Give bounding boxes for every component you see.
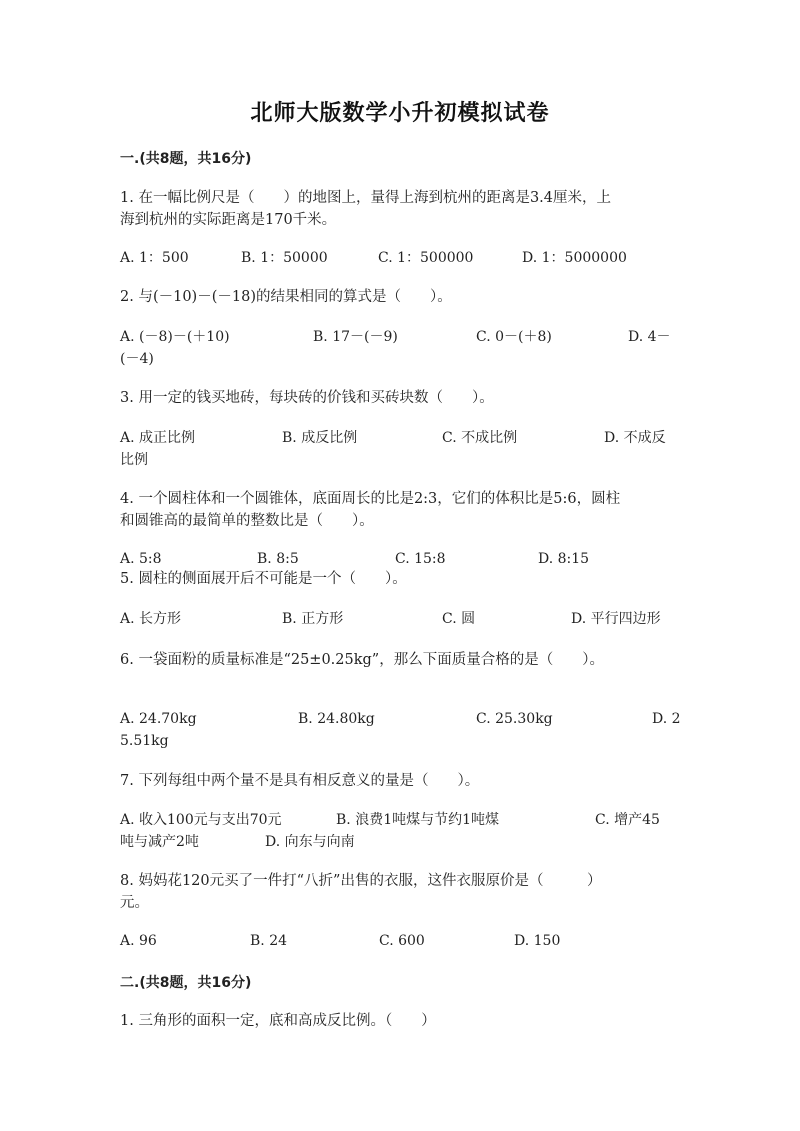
option-c[interactable]: C. 增产45 [595, 812, 660, 828]
question-8-options [120, 930, 680, 952]
question-5 [120, 568, 680, 590]
question-7-options [120, 809, 680, 831]
option-a[interactable]: A. 1：500 [120, 250, 189, 266]
page-title: 北师大版数学小升初模拟试卷 [250, 101, 550, 126]
question-3-line-1: 3. 用一定的钱买地砖，每块砖的价钱和买砖块数（ ）。 [120, 390, 494, 406]
question-7 [120, 770, 680, 792]
question-3 [120, 387, 680, 409]
option-c[interactable]: C. 15:8 [395, 551, 446, 567]
question-1-line-1: 1. 在一幅比例尺是（ ）的地图上，量得上海到杭州的距离是3.4厘米，上 [120, 190, 612, 206]
option-a[interactable]: A. 96 [120, 933, 157, 949]
question-1-options [120, 247, 680, 269]
option-c[interactable]: C. 不成比例 [442, 430, 518, 446]
option-b[interactable]: B. 成反比例 [282, 430, 358, 446]
option-a[interactable]: A. 长方形 [120, 611, 182, 627]
option-d[interactable]: D. 2 [652, 711, 681, 727]
question-6-option-d-continued: 5.51kg [120, 733, 169, 749]
option-a[interactable]: A. 24.70kg [120, 711, 197, 727]
question-3-options [120, 427, 680, 449]
option-c[interactable]: C. 0－(＋8) [476, 329, 552, 345]
question-8-line-1: 8. 妈妈花120元买了一件打“八折”出售的衣服，这件衣服原价是（ ） [120, 873, 602, 889]
question-2-options [120, 326, 680, 348]
question-5-line-1: 5. 圆柱的侧面展开后不可能是一个（ ）。 [120, 571, 407, 587]
question-4-options [120, 548, 680, 570]
option-d[interactable]: D. 8:15 [538, 551, 590, 567]
option-b[interactable]: B. 浪费1吨煤与节约1吨煤 [336, 812, 500, 828]
question-2-line-1: 2. 与(－10)－(－18)的结果相同的算式是（ ）。 [120, 289, 452, 305]
question-2-option-d-continued: (－4) [120, 351, 154, 367]
question-4-line-1: 4. 一个圆柱体和一个圆锥体，底面周长的比是2:3，它们的体积比是5:6，圆柱 [120, 491, 621, 507]
option-c-continued: 吨与减产2吨 [120, 834, 199, 850]
question-7-line-1: 7. 下列每组中两个量不是具有相反意义的量是（ ）。 [120, 773, 480, 789]
section-heading-2: 二.(共8题，共16分) [120, 975, 252, 991]
option-b[interactable]: B. 正方形 [282, 611, 344, 627]
option-b[interactable]: B. 1：50000 [241, 250, 328, 266]
option-d[interactable]: D. 150 [514, 933, 561, 949]
question-5-options [120, 608, 680, 630]
question-3-option-d-continued: 比例 [120, 452, 148, 468]
option-a[interactable]: A. 收入100元与支出70元 [120, 812, 282, 828]
question-4 [120, 488, 680, 532]
section-2-question-1 [120, 1010, 680, 1032]
option-d[interactable]: D. 向东与向南 [265, 834, 355, 850]
question-1-line-2: 海到杭州的实际距离是170千米。 [120, 212, 337, 228]
option-a[interactable]: A. 5:8 [120, 551, 162, 567]
question-8-line-2: 元。 [120, 895, 149, 911]
question-6-options [120, 708, 680, 730]
question-6-line-1: 6. 一袋面粉的质量标准是“25±0.25kg”，那么下面质量合格的是（ ）。 [120, 652, 604, 668]
option-d[interactable]: D. 不成反 [604, 430, 666, 446]
option-c[interactable]: C. 25.30kg [476, 711, 553, 727]
question-8 [120, 870, 680, 914]
option-d[interactable]: D. 1：5000000 [522, 250, 627, 266]
option-c[interactable]: C. 1：500000 [378, 250, 474, 266]
question-7-options-continued [120, 831, 680, 853]
option-c[interactable]: C. 600 [379, 933, 425, 949]
option-b[interactable]: B. 24 [250, 933, 288, 949]
option-c[interactable]: C. 圆 [442, 611, 476, 627]
section-2-question-1-line-1: 1. 三角形的面积一定，底和高成反比例。（ ） [120, 1013, 436, 1029]
question-4-line-2: 和圆锥高的最简单的整数比是（ ）。 [120, 513, 374, 529]
question-1 [120, 187, 680, 231]
question-6 [120, 649, 680, 671]
option-b[interactable]: B. 8:5 [257, 551, 299, 567]
option-a[interactable]: A. 成正比例 [120, 430, 196, 446]
option-b[interactable]: B. 17－(－9) [313, 329, 398, 345]
option-a[interactable]: A. (－8)－(＋10) [120, 329, 230, 345]
option-b[interactable]: B. 24.80kg [298, 711, 375, 727]
option-d[interactable]: D. 平行四边形 [571, 611, 661, 627]
section-heading-1: 一.(共8题，共16分) [120, 151, 252, 167]
option-d[interactable]: D. 4－ [628, 329, 671, 345]
question-2 [120, 286, 680, 308]
